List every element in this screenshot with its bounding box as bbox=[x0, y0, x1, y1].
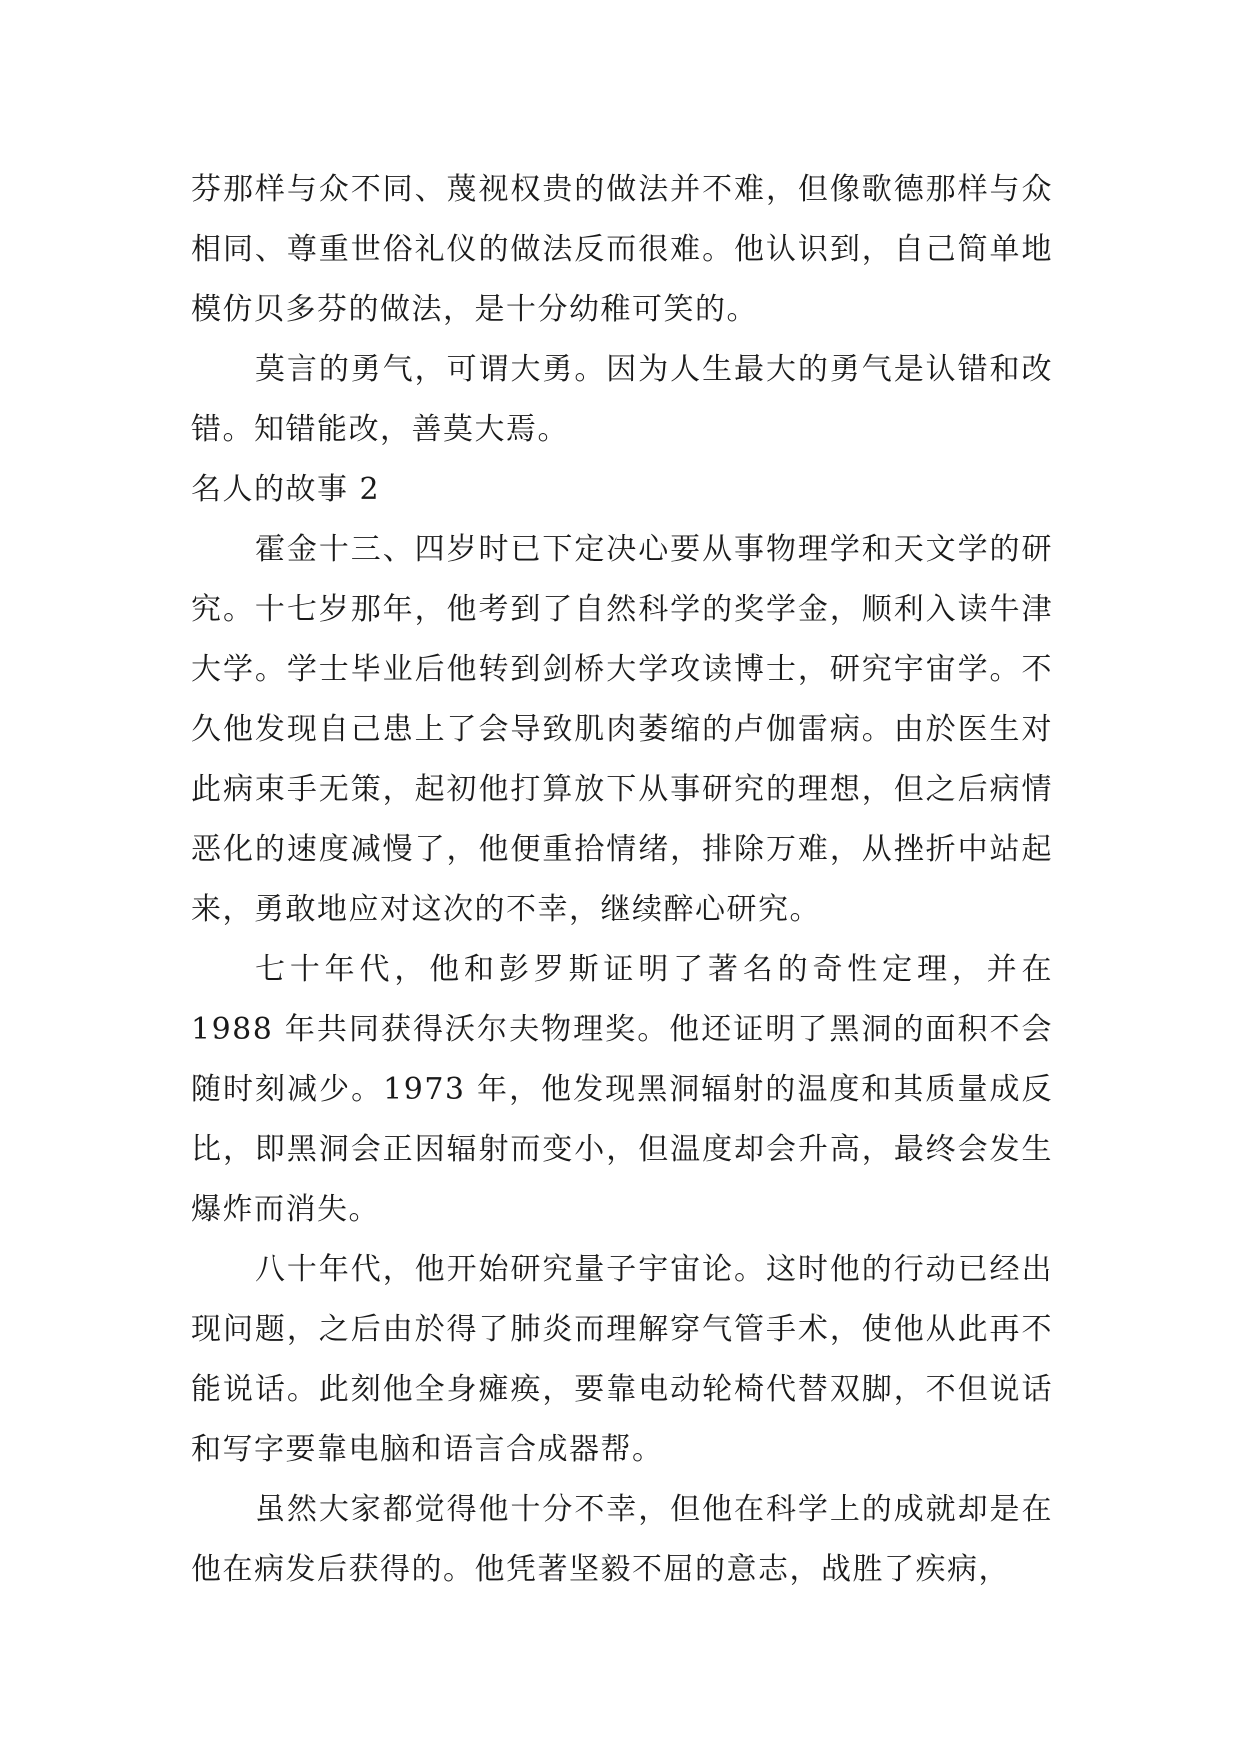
paragraph-moyan-courage: 莫言的勇气，可谓大勇。因为人生最大的勇气是认错和改错。知错能改，善莫大焉。 bbox=[191, 352, 1053, 447]
paragraph-hawking-achievement: 虽然大家都觉得他十分不幸，但他在科学上的成就却是在他在病发后获得的。他凭著坚毅不屈的意志，战胜了疾病， bbox=[191, 1492, 1053, 1587]
paragraph-hawking-eighties: 八十年代，他开始研究量子宇宙论。这时他的行动已经出现问题，之后由於得了肺炎而理解穿气管手术，使他从此再不能说话。此刻他全身瘫痪，要靠电动轮椅代替双脚，不但说话和写字要靠电脑和语言合成器帮。 bbox=[191, 1252, 1053, 1467]
paragraph-continued: 芬那样与众不同、蔑视权贵的做法并不难，但像歌德那样与众相同、尊重世俗礼仪的做法反而很难。他认识到，自己简单地模仿贝多芬的做法，是十分幼稚可笑的。 bbox=[191, 172, 1053, 327]
paragraph-hawking-early: 霍金十三、四岁时已下定决心要从事物理学和天文学的研究。十七岁那年，他考到了自然科学的奖学金，顺利入读牛津大学。学士毕业后他转到剑桥大学攻读博士，研究宇宙学。不久他发现自己患上了会导致肌肉萎缩的卢伽雷病。由於医生对此病束手无策，起初他打算放下从事研究的理想，但之后病情恶化的速度减慢了，他便重拾情绪，排除万难，从挫折中站起来，勇敢地应对这次的不幸，继续醉心研究。 bbox=[191, 532, 1053, 927]
paragraph-hawking-seventies: 七十年代，他和彭罗斯证明了著名的奇性定理，并在 1988 年共同获得沃尔夫物理奖。他还证明了黑洞的面积不会随时刻减少。1973 年，他发现黑洞辐射的温度和其质量成反比，即黑洞会正因辐射而变小，但温度却会升高，最终会发生爆炸而消失。 bbox=[191, 952, 1053, 1227]
section-title: 名人的故事 2 bbox=[191, 472, 381, 507]
document-body bbox=[191, 160, 1053, 1600]
